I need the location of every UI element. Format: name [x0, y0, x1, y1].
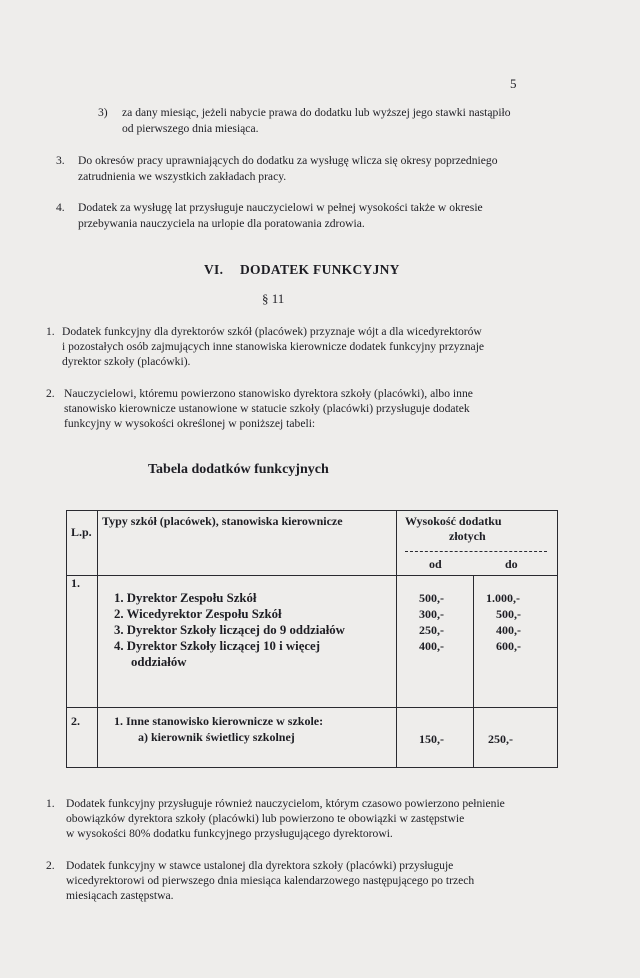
position-item: 1. Inne stanowisko kierownicze w szkole: — [114, 714, 324, 728]
item-number: 1. — [46, 797, 55, 810]
item-number: 2. — [46, 387, 55, 400]
item-line: funkcyjny w wysokości określonej w poniższej tabeli: — [64, 417, 316, 430]
dashed-divider — [405, 551, 547, 552]
row-types-cell — [98, 708, 397, 768]
item-number: 4. — [56, 201, 65, 214]
row-from-cell — [397, 708, 474, 768]
item-number: 3. — [56, 154, 65, 167]
header-lp: L.p. — [71, 525, 92, 539]
page-number: 5 — [510, 76, 517, 91]
header-amount-line2: złotych — [449, 529, 486, 543]
row-lp: 2. — [71, 714, 80, 728]
header-lp-cell — [67, 511, 98, 576]
item-number: 3) — [98, 106, 108, 119]
item-line: miesiącach zastępstwa. — [66, 889, 174, 902]
item-number: 1. — [46, 325, 55, 338]
header-types: Typy szkół (placówek), stanowiska kierownicze — [102, 514, 343, 528]
table-row — [67, 708, 558, 768]
item-line: Dodatek funkcyjny w stawce ustalonej dla dyrektora szkoły (placówki) przysługuje — [66, 859, 454, 872]
item-line: za dany miesiąc, jeżeli nabycie prawa do dodatku lub wyższej jego stawki nastąpiło — [122, 106, 511, 119]
item-line: obowiązków dyrektora szkoły (placówki) lub powierzono te obowiązki w zastępstwie — [66, 812, 465, 825]
amount-from: 400,- — [419, 639, 444, 653]
row-lp-cell — [67, 708, 98, 768]
allowance-table — [66, 510, 558, 768]
item-line: dyrektor szkoły (placówki). — [62, 355, 191, 368]
item-line: Dodatek funkcyjny dla dyrektorów szkół (placówek) przyznaje wójt a dla wicedyrektorów — [62, 325, 482, 338]
item-line: w wysokości 80% dodatku funkcyjnego przysługującego dyrektorowi. — [66, 827, 393, 840]
row-lp-cell — [67, 576, 98, 708]
item-line: Dodatek za wysługę lat przysługuje nauczycielowi w pełnej wysokości także w okresie — [78, 201, 483, 214]
amount-from: 500,- — [419, 591, 444, 605]
row-from-cell — [397, 576, 474, 708]
amount-to: 500,- — [496, 607, 521, 621]
position-item: 4. Dyrektor Szkoły liczącej 10 i więcej — [114, 639, 320, 653]
position-item: 2. Wicedyrektor Zespołu Szkół — [114, 607, 282, 621]
amount-to: 250,- — [488, 732, 513, 746]
row-types-cell — [98, 576, 397, 708]
header-from: od — [429, 557, 442, 571]
position-item-cont: oddziałów — [131, 655, 187, 669]
position-item-sub: a) kierownik świetlicy szkolnej — [138, 730, 295, 744]
paragraph-sign: § 11 — [262, 291, 285, 306]
header-amount-cell — [397, 511, 558, 576]
position-item: 3. Dyrektor Szkoły liczącej do 9 oddziałów — [114, 623, 345, 637]
amount-to: 1.000,- — [486, 591, 520, 605]
item-line: wicedyrektorowi od pierwszego dnia miesiąca kalendarzowego następującego po trzech — [66, 874, 475, 887]
header-to: do — [505, 557, 518, 571]
row-lp: 1. — [71, 576, 80, 590]
section-title: DODATEK FUNKCYJNY — [240, 262, 400, 277]
item-line: od pierwszego dnia miesiąca. — [122, 122, 259, 135]
item-line: Do okresów pracy uprawniających do dodatku za wysługę wlicza się okresy poprzedniego — [78, 154, 498, 167]
amount-to: 600,- — [496, 639, 521, 653]
header-types-cell — [98, 511, 397, 576]
table-header-row — [67, 511, 558, 576]
table-title: Tabela dodatków funkcyjnych — [148, 462, 329, 477]
item-line: stanowisko kierownicze ustanowione w statucie szkoły (placówki) przysługuje dodatek — [64, 402, 470, 415]
amount-from: 150,- — [419, 732, 444, 746]
header-amount-line1: Wysokość dodatku — [405, 514, 502, 528]
amount-from: 250,- — [419, 623, 444, 637]
item-line: i pozostałych osób zajmujących inne stanowiska kierownicze dodatek funkcyjny przyznaje — [62, 340, 485, 353]
amount-to: 400,- — [496, 623, 521, 637]
item-line: zatrudnienia we wszystkich zakładach pracy. — [78, 170, 287, 183]
row-to-cell — [474, 576, 558, 708]
table-row — [67, 576, 558, 708]
row-to-cell — [474, 708, 558, 768]
item-line: Dodatek funkcyjny przysługuje również nauczycielom, którym czasowo powierzono pełnienie — [66, 797, 505, 810]
item-number: 2. — [46, 859, 55, 872]
section-number: VI. — [204, 262, 224, 277]
item-line: przebywania nauczyciela na urlopie dla poratowania zdrowia. — [78, 217, 365, 230]
amount-from: 300,- — [419, 607, 444, 621]
position-item: 1. Dyrektor Zespołu Szkół — [114, 591, 257, 605]
item-line: Nauczycielowi, któremu powierzono stanowisko dyrektora szkoły (placówki), albo inne — [64, 387, 473, 400]
